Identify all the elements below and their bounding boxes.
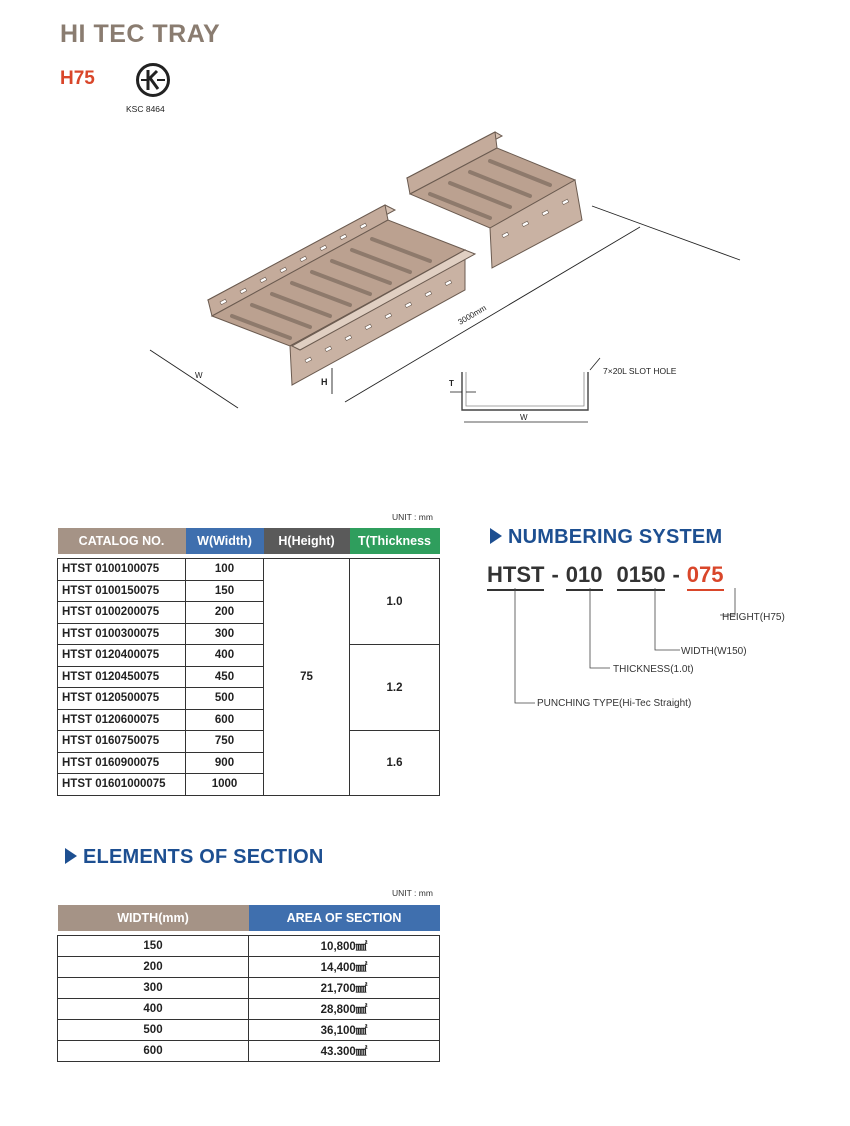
section-area: 36,100㎟ [249,1020,440,1041]
table-row [58,559,440,581]
thickness-label: T [449,379,454,388]
code-part-height: 075 [687,562,724,591]
width-value: 400 [186,645,264,667]
catalog-table [57,528,440,796]
section-area: 14,400㎟ [249,957,440,978]
catalog-number: HTST 0120500075 [58,688,186,710]
ks-certification-logo [135,62,171,98]
catalog-unit-label: UNIT : mm [392,512,433,522]
code-separator: - [551,562,559,587]
table-row [58,936,440,957]
width-value: 1000 [186,774,264,796]
model-label: H75 [60,68,95,89]
numbering-heading-text: NUMBERING SYSTEM [508,526,723,548]
section-width: 600 [58,1041,249,1062]
elements-of-section-heading [65,846,323,869]
page-title: HI TEC TRAY [60,20,221,48]
width-value: 450 [186,666,264,688]
height-value: 75 [264,559,350,796]
height-dimension-label: H [321,377,328,387]
width-value: 150 [186,580,264,602]
length-dimension-label: 3000mm [456,303,488,327]
catalog-number: HTST 0100300075 [58,623,186,645]
header-area-of-section: AREA OF SECTION [249,905,440,931]
thickness-value: 1.0 [350,559,440,645]
header-width: W(Width) [186,528,264,554]
code-part-thickness: 010 [566,562,603,591]
height-code-label: HEIGHT(H75) [722,612,785,623]
numbering-leader-lines [480,585,820,715]
width-code-label: WIDTH(W150) [681,646,747,657]
table-row [58,645,440,667]
catalog-header-row [58,528,440,554]
section-width: 500 [58,1020,249,1041]
section-width: 400 [58,999,249,1020]
header-width-mm: WIDTH(mm) [58,905,249,931]
section-width-label: W [520,413,528,422]
tray-long-section [208,205,475,385]
width-value: 100 [186,559,264,581]
code-part-width: 0150 [617,562,666,591]
width-value: 900 [186,752,264,774]
code-part-punching: HTST [487,562,544,591]
section-width: 200 [58,957,249,978]
code-separator: - [672,562,680,587]
thickness-code-label: THICKNESS(1.0t) [613,664,694,675]
catalog-number: HTST 0100200075 [58,602,186,624]
triangle-bullet-icon [65,848,77,864]
table-row [58,957,440,978]
section-area: 21,700㎟ [249,978,440,999]
width-value: 600 [186,709,264,731]
elements-unit-label: UNIT : mm [392,888,433,898]
catalog-number: HTST 0120400075 [58,645,186,667]
catalog-number: HTST 0100150075 [58,580,186,602]
elements-heading-text: ELEMENTS OF SECTION [83,846,324,868]
section-area: 43.300㎟ [249,1041,440,1062]
catalog-number: HTST 0100100075 [58,559,186,581]
catalog-number: HTST 0160750075 [58,731,186,753]
thickness-value: 1.2 [350,645,440,731]
catalog-number: HTST 01601000075 [58,774,186,796]
table-row [58,731,440,753]
triangle-bullet-icon [490,528,502,544]
table-row [58,978,440,999]
catalog-number: HTST 0160900075 [58,752,186,774]
cable-tray-drawing [120,120,750,450]
section-width: 300 [58,978,249,999]
slot-hole-label: 7×20L SLOT HOLE [603,366,677,376]
width-value: 750 [186,731,264,753]
width-value: 500 [186,688,264,710]
section-width: 150 [58,936,249,957]
punching-type-label: PUNCHING TYPE(Hi-Tec Straight) [537,698,692,709]
section-area: 28,800㎟ [249,999,440,1020]
table-row [58,1041,440,1062]
width-value: 200 [186,602,264,624]
certification-label: KSC 8464 [126,104,165,114]
section-header-row [58,905,440,931]
header-thickness: T(Thickness [350,528,440,554]
table-row [58,999,440,1020]
elements-of-section-table [57,905,440,1062]
header-catalog-no: CATALOG NO. [58,528,186,554]
width-dimension-label: W [195,371,203,380]
catalog-number: HTST 0120600075 [58,709,186,731]
catalog-number: HTST 0120450075 [58,666,186,688]
thickness-value: 1.6 [350,731,440,796]
header-height: H(Height) [264,528,350,554]
numbering-system-heading [490,526,722,549]
section-area: 10,800㎟ [249,936,440,957]
width-value: 300 [186,623,264,645]
table-row [58,1020,440,1041]
